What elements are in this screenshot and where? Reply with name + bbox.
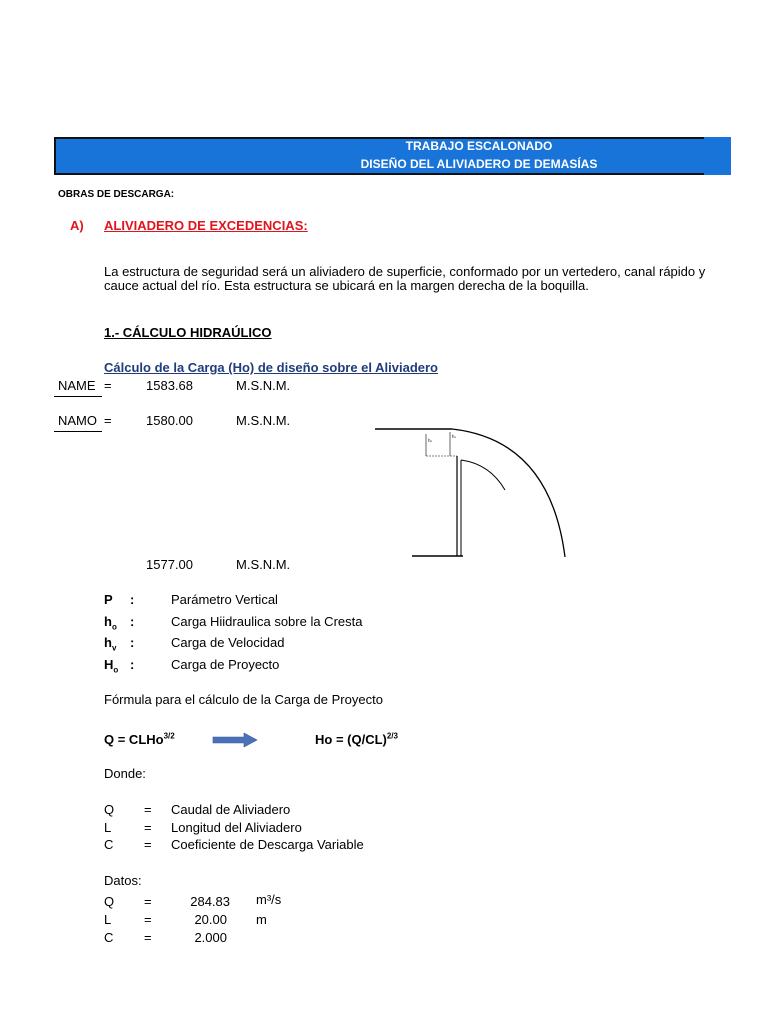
level-base-unit: M.S.N.M.: [236, 557, 291, 572]
level-namo-rule: [54, 431, 102, 432]
dato-unit-l: m: [256, 912, 267, 927]
crest-curve: [452, 429, 565, 557]
def-eq-l: =: [144, 820, 152, 835]
def-sym-q: Q: [104, 802, 115, 817]
def-desc-c: Coeficiente de Descarga Variable: [171, 837, 364, 852]
dato-value-c: 2.000: [194, 930, 227, 945]
banner-border-bottom: [54, 173, 704, 175]
legend-colon-p: :: [130, 592, 135, 607]
legend-sym-ho: $h_o$: [104, 614, 117, 632]
level-name-rule: [54, 396, 102, 397]
intro-line-1: La estructura de seguridad será un aliviadero de superficie, conformado por un vertedero, canal rápido y: [104, 264, 706, 279]
legend-colon-hv: :: [130, 635, 135, 650]
legend-sym-hproj: $H_o$: [104, 657, 119, 675]
def-eq-q: =: [144, 802, 152, 817]
part-title: ALIVIADERO DE EXCEDENCIAS:: [104, 218, 308, 233]
legend-colon-ho: :: [130, 614, 135, 629]
spillway-profile-diagram: [370, 420, 600, 565]
dato-sym-l: L: [104, 912, 112, 927]
legend-desc-p: Parámetro Vertical: [171, 592, 278, 607]
calc-title: Cálculo de la Carga (Ho) de diseño sobre el Aliviadero: [104, 360, 438, 375]
dato-eq-q: =: [144, 894, 152, 909]
dato-value-q: 284.83: [190, 894, 230, 909]
def-desc-q: Caudal de Aliviadero: [171, 802, 291, 817]
formula-intro: Fórmula para el cálculo de la Carga de Proyecto: [104, 692, 383, 707]
formula-right: $Ho = (Q/CL)^{2/3}$: [315, 731, 398, 747]
dim-label-hv: hᵥ: [452, 434, 457, 439]
dato-sym-c: C: [104, 930, 114, 945]
banner-title-line1: TRABAJO ESCALONADO: [405, 139, 553, 153]
crest-top-curve: [461, 460, 505, 490]
datos-label: Datos:: [104, 873, 142, 888]
donde-label: Donde:: [104, 766, 146, 781]
level-name-unit: M.S.N.M.: [236, 378, 291, 393]
dato-sym-q: Q: [104, 894, 115, 909]
level-namo-label: NAMO: [58, 413, 97, 428]
level-name-value: 1583.68: [146, 378, 193, 393]
subheading: 1.- CÁLCULO HIDRAÚLICO: [104, 325, 272, 340]
def-eq-c: =: [144, 837, 152, 852]
level-name-label: NAME: [58, 378, 96, 393]
level-name-eq: =: [104, 378, 112, 393]
level-namo-unit: M.S.N.M.: [236, 413, 291, 428]
def-desc-l: Longitud del Aliviadero: [171, 820, 302, 835]
legend-desc-hv: Carga de Velocidad: [171, 635, 285, 650]
formula-left: Q = CLHo$^{3/2}$: [104, 731, 175, 747]
legend-sym-hv: $h_v$: [104, 635, 117, 653]
section-label: OBRAS DE DESCARGA:: [58, 189, 175, 200]
intro-line-2: cauce actual del río. Esta estructura se ubicará en la margen derecha de la boquilla.: [104, 278, 589, 293]
level-base-value: 1577.00: [146, 557, 193, 572]
level-namo-value: 1580.00: [146, 413, 193, 428]
part-letter: A): [70, 218, 84, 233]
legend-colon-hproj: :: [130, 657, 135, 672]
dim-label-ho: hₒ: [428, 438, 433, 443]
dato-unit-q: m³/s: [256, 892, 282, 907]
arrow-right-icon: [212, 732, 258, 748]
dato-eq-c: =: [144, 930, 152, 945]
legend-sym-p: P: [104, 592, 113, 607]
dato-value-l: 20.00: [194, 912, 227, 927]
def-sym-c: C: [104, 837, 114, 852]
dato-eq-l: =: [144, 912, 152, 927]
legend-desc-ho: Carga Hiidraulica sobre la Cresta: [171, 614, 363, 629]
legend-desc-hproj: Carga de Proyecto: [171, 657, 280, 672]
banner-title-line2: DISEÑO DEL ALIVIADERO DE DEMASÍAS: [360, 157, 598, 171]
level-namo-eq: =: [104, 413, 112, 428]
def-sym-l: L: [104, 820, 112, 835]
